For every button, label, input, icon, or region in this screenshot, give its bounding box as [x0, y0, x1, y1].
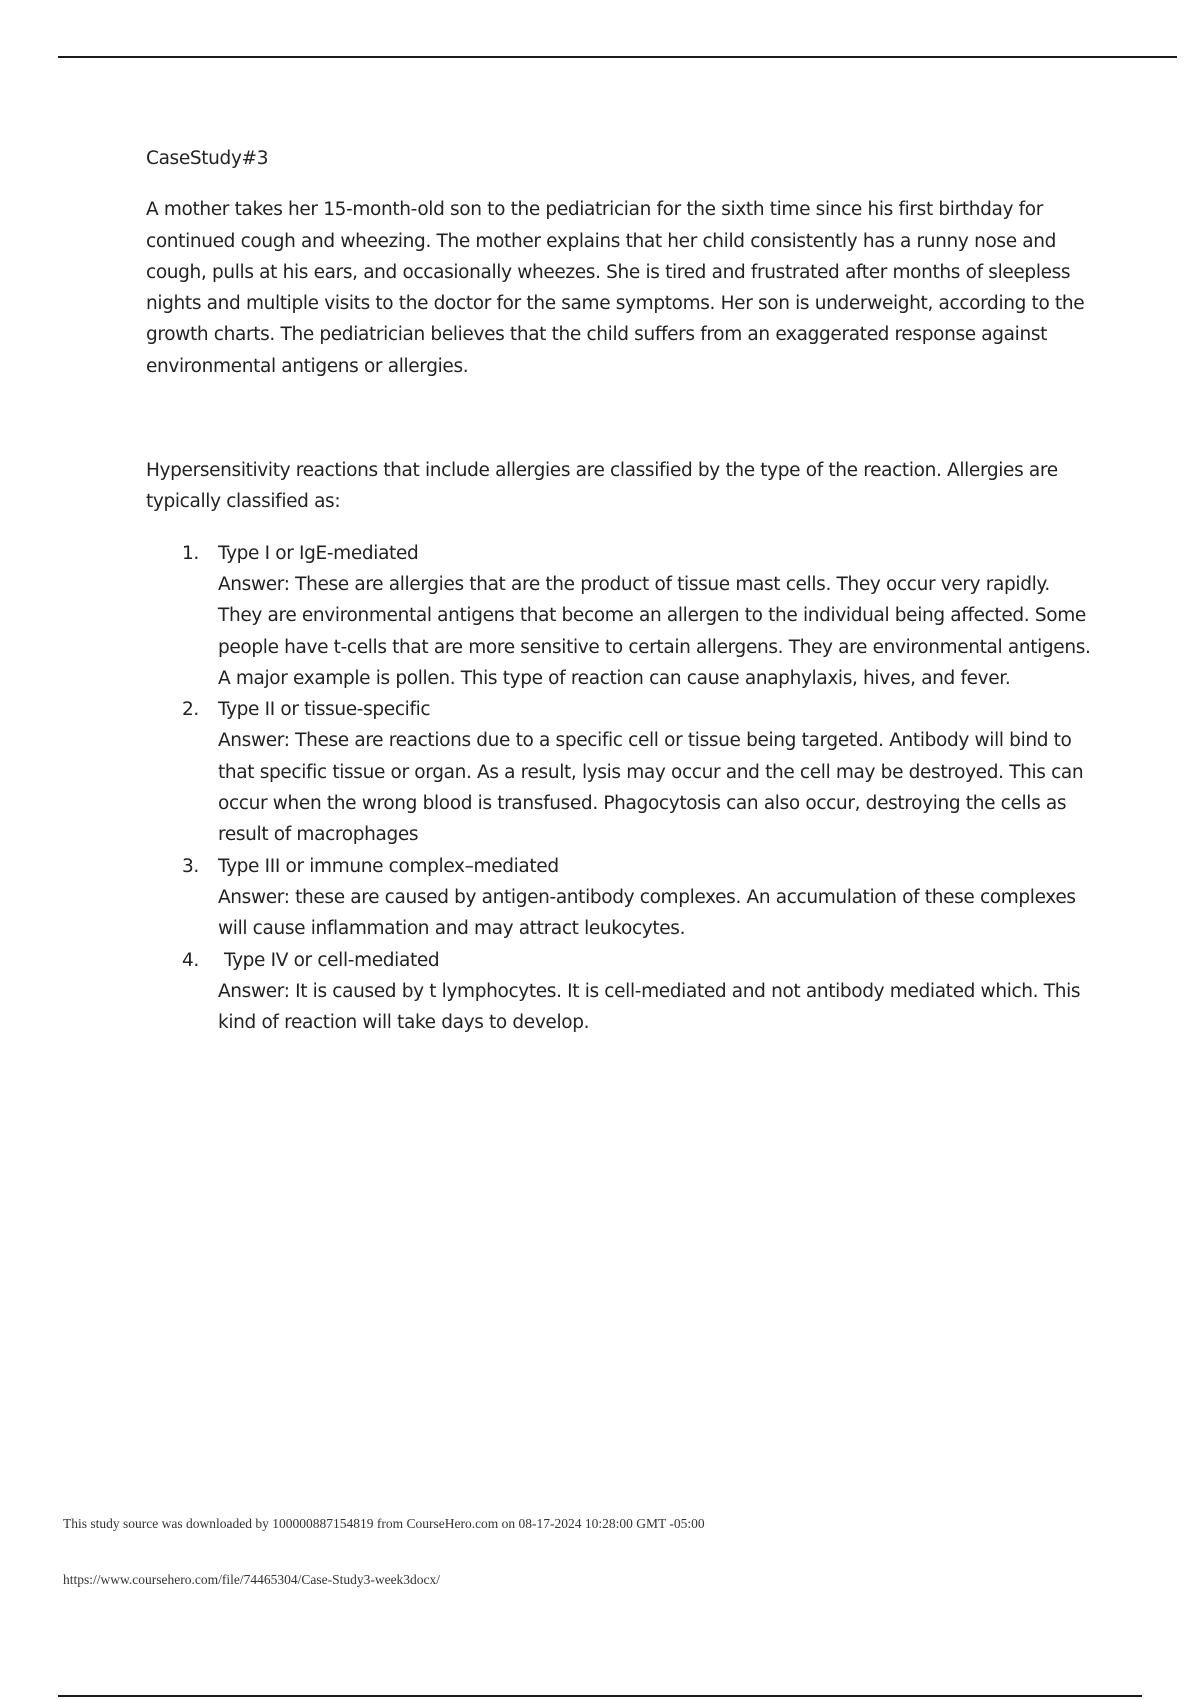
- type-label: Type III or immune complex–mediated: [218, 855, 559, 877]
- header-rule: [58, 56, 1177, 58]
- type-label: Type IV or cell-mediated: [224, 949, 440, 971]
- document-body: [146, 143, 1091, 1038]
- download-source-note: This study source was downloaded by 100000887154819 from CourseHero.com on 08-17-2024 10:28:00 GMT -05:00: [63, 1516, 705, 1531]
- list-item-number: 3.: [182, 855, 199, 877]
- source-url[interactable]: https://www.coursehero.com/file/74465304/Case-Study3-week3docx/: [63, 1572, 441, 1587]
- list-item-number: 2.: [182, 699, 199, 721]
- type-answer: Answer: These are reactions due to a specific cell or tissue being targeted. Antibody will bind to that specific tissue or organ. As a result, lysis may occur and the cell may be destroyed. This can occur when the wrong blood is transfused. Phagocytosis can also occur, destroying the cells as result of macrophages: [218, 730, 1084, 846]
- document-title: CaseStudy#3: [146, 148, 269, 169]
- list-item: [146, 694, 1091, 850]
- hypersensitivity-intro-paragraph: Hypersensitivity reactions that include allergies are classified by the type of the reaction. Allergies are typically classified as:: [146, 460, 1058, 513]
- case-scenario-paragraph: A mother takes her 15-month-old son to the pediatrician for the sixth time since his first birthday for continued cough and wheezing. The mother explains that her child consistently has a runny nose and cough, pulls at his ears, and occasionally wheezes. She is tired and frustrated after months of sleepless nights and multiple visits to the doctor for the same symptoms. Her son is underweight, according to the growth charts. The pediatrician believes that the child suffers from an exaggerated response against environmental antigens or allergies.: [146, 199, 1085, 377]
- type-answer: Answer: these are caused by antigen-antibody complexes. An accumulation of these complexes will cause inflammation and may attract leukocytes.: [218, 886, 1076, 940]
- list-item: [146, 851, 1091, 945]
- type-answer: Answer: These are allergies that are the product of tissue mast cells. They occur very rapidly. They are environmental antigens that become an allergen to the individual being affected. Some people have t-cells that are more sensitive to certain allergens. They are environmental antigens. A major example is pollen. This type of reaction can cause anaphylaxis, hives, and fever.: [218, 573, 1091, 689]
- footer-rule: [58, 1695, 1142, 1697]
- type-label: Type II or tissue-specific: [218, 699, 431, 721]
- hypersensitivity-type-list: [146, 538, 1091, 1039]
- list-item: [146, 945, 1091, 1039]
- type-label: Type I or IgE-mediated: [218, 542, 419, 564]
- type-answer: Answer: It is caused by t lymphocytes. It is cell-mediated and not antibody mediated which. This kind of reaction will take days to develop.: [218, 980, 1081, 1034]
- list-item-number: 1.: [182, 542, 199, 564]
- list-item-number: 4.: [182, 949, 199, 971]
- list-item: [146, 538, 1091, 694]
